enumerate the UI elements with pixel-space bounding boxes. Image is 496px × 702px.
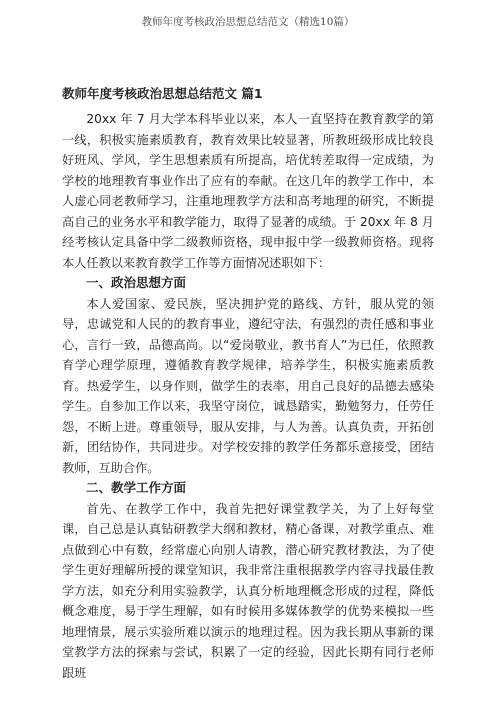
politics-paragraph: 本人爱国家、爱民族，坚决拥护党的路线、方针，服从党的领导，忠诚党和人民的的教育事业，遵纪守法，有强烈的责任感和事业心，言行一致，品德高尚。以“爱岗敬业，教书育人”为已任，依照教育学心理学原理，遵循教育教学规律，培养学生，积极实施素质教育。热爱学生，以身作则，做学生的表率，用自己良好的品德去感染学生。自参加工作以来，我坚守岗位，诚恳踏实，勤勉努力，任劳任怨，不断上进。尊重领导，服从安排，与人为善。认真负责，开拓创新，团结协作，共同进步。对学校安排的教学任务都乐意接受，团结教师，互助合作。 [62, 296, 434, 475]
document-title: 教师年度考核政治思想总结范文 篇1 [62, 86, 263, 101]
section-heading-teaching: 二、教学工作方面 [86, 480, 187, 495]
document-body [62, 85, 434, 683]
section-heading-politics: 一、政治思想方面 [86, 275, 187, 290]
teaching-paragraph: 首先、在教学工作中，我首先把好课堂教学关，为了上好每堂课，自己总是认真钻研教学大纲和教材，精心备课，对教学重点、难点做到心中有数，经常虚心向别人请教，潜心研究教材教法，为了使学生更好理解所授的课堂知识，我非常注重根据教学内容寻找最佳教学方法，如充分利用实验教学，认真分析地理概念形成的过程，降低概念难度，易于学生理解，如有时候用多媒体教学的优势来模拟一些地理情景，展示实验所难以演示的地理过程。因为我长期从事新的课堂教学方法的探索与尝试，积累了一定的经验，因此长期有同行老师跟班 [62, 501, 434, 680]
intro-paragraph: 20xx 年 7 月大学本科毕业以来，本人一直坚持在教育教学的第一线，积极实施素质教育，教育效果比较显著，所教班级形成比较良好班风、学风，学生思想素质有所提高，培优转差取得一定成绩，为学校的地理教育事业作出了应有的奉献。在这几年的教学工作中，本人虚心同老教师学习，注重地理教学方法和高考地理的研究，不断提高自己的业务水平和教学能力，取得了显著的成绩。于 20xx 年 8 月经考核认定具备中学二级教师资格，现申报中学一级教师资格。现将本人任教以来教育教学工作等方面情况述职如下： [62, 112, 434, 270]
page-header: 教师年度考核政治思想总结范文（精选10篇） [141, 16, 355, 28]
